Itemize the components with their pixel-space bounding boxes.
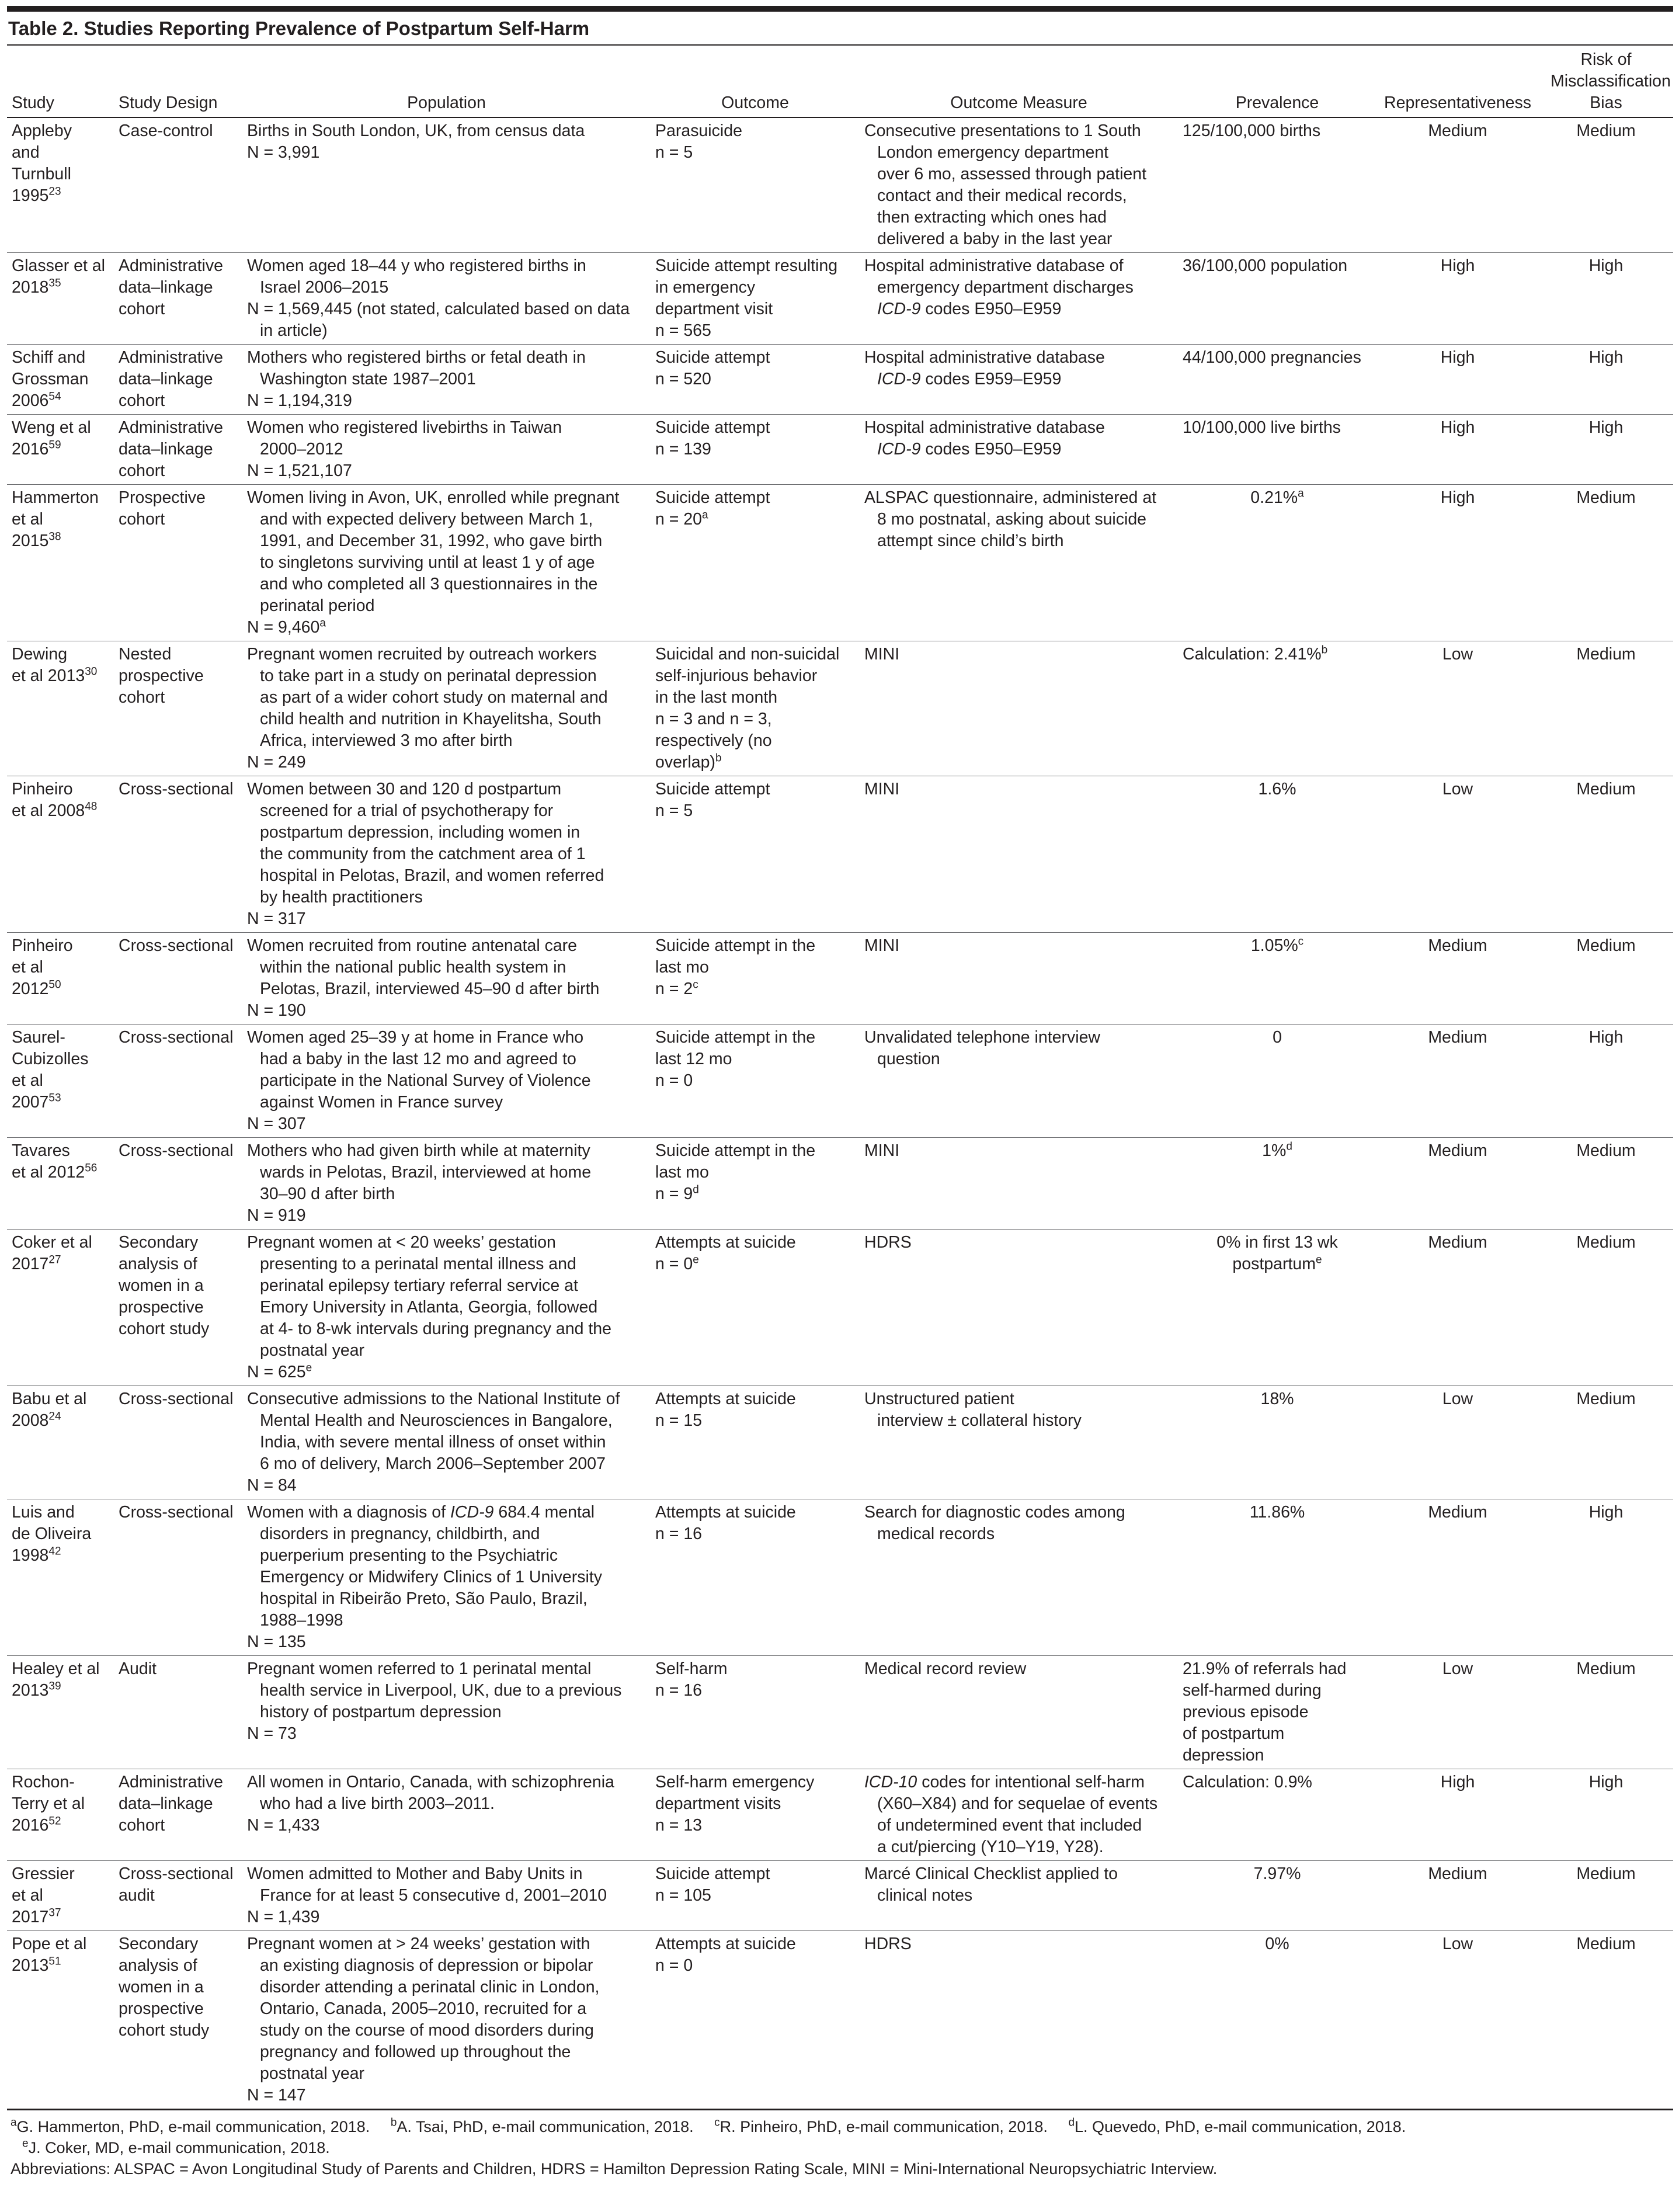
col-header-prevalence: Prevalence bbox=[1235, 93, 1319, 112]
cell-representativeness: High bbox=[1440, 418, 1475, 437]
footnote-c: $^c$R. Pinheiro, PhD, e-mail communication, 2018. bbox=[714, 2116, 1048, 2135]
footnote-ref: 51 bbox=[48, 1955, 61, 1968]
cell-outcome-measure: Hospital administrative database ICD-9 codes E959–E959 bbox=[864, 348, 1105, 388]
cell-study: Hammerton et al 2015$^{38}$ bbox=[12, 488, 99, 550]
cell-design: Cross-sectional bbox=[119, 1503, 234, 1522]
cell-design: Cross-sectional bbox=[119, 1028, 234, 1047]
cell-outcome: Suicide attempt resulting in emergency department visit n = 565 bbox=[655, 256, 838, 340]
table-row bbox=[7, 485, 1673, 641]
footnote-line-1 bbox=[11, 2116, 1670, 2137]
cell-representativeness: Medium bbox=[1428, 1864, 1487, 1883]
footnote-d: $^d$L. Quevedo, PhD, e-mail communication, 2018. bbox=[1068, 2116, 1406, 2135]
cell-study: Pope et al 2013$^{51}$ bbox=[12, 1935, 87, 1975]
footnote-ref: 56 bbox=[85, 1162, 98, 1175]
cell-population: Mothers who registered births or fetal death in Washington state 1987–2001 N = 1,194,319 bbox=[247, 348, 586, 410]
cell-outcome-measure: HDRS bbox=[864, 1233, 912, 1252]
cell-outcome-measure: Hospital administrative database ICD-9 codes E950–E959 bbox=[864, 418, 1105, 459]
cell-study: Appleby and Turnbull 1995$^{23}$ bbox=[12, 121, 72, 205]
cell-design: Secondary analysis of women in a prospective cohort study bbox=[119, 1935, 210, 2040]
cell-outcome: Suicide attempt in the last 12 mo n = 0 bbox=[655, 1028, 816, 1090]
cell-population: Women aged 18–44 y who registered births in Israel 2006–2015 N = 1,569,445 (not stated, calculated based on data in article) bbox=[247, 256, 630, 340]
table-row bbox=[7, 253, 1673, 345]
cell-misclassification-bias: Medium bbox=[1576, 780, 1636, 798]
cell-prevalence: 0% in first 13 wk postpartum$^e$ bbox=[1216, 1233, 1338, 1273]
footnote-ref: b bbox=[1321, 644, 1328, 657]
col-header-measure: Outcome Measure bbox=[950, 93, 1087, 112]
cell-outcome-measure: Unvalidated telephone interview question bbox=[864, 1028, 1101, 1068]
cell-study: Pinheiro et al 2012$^{50}$ bbox=[12, 936, 73, 998]
cell-study: Weng et al 2016$^{59}$ bbox=[12, 418, 91, 459]
cell-representativeness: Medium bbox=[1428, 1141, 1487, 1160]
cell-misclassification-bias: Medium bbox=[1576, 1141, 1636, 1160]
cell-prevalence: 44/100,000 pregnancies bbox=[1183, 348, 1361, 367]
table-row bbox=[7, 1861, 1673, 1931]
cell-study: Dewing et al 2013$^{30}$ bbox=[12, 645, 98, 685]
cell-prevalence: 10/100,000 live births bbox=[1183, 418, 1341, 437]
table-row bbox=[7, 1656, 1673, 1769]
cell-misclassification-bias: Medium bbox=[1576, 1659, 1636, 1678]
cell-misclassification-bias: Medium bbox=[1576, 1864, 1636, 1883]
cell-misclassification-bias: High bbox=[1588, 348, 1624, 367]
cell-misclassification-bias: Medium bbox=[1576, 645, 1636, 664]
cell-outcome-measure: Hospital administrative database of emergency department discharges ICD-9 codes E950–E959 bbox=[864, 256, 1134, 318]
cell-outcome: Attempts at suicide n = 16 bbox=[655, 1503, 796, 1543]
cell-population: Births in South London, UK, from census data N = 3,991 bbox=[247, 121, 585, 162]
cell-outcome: Suicide attempt in the last mo $n = 2^c$ bbox=[655, 936, 816, 998]
cell-design: Administrative data–linkage cohort bbox=[119, 418, 223, 480]
footnote-ref: 50 bbox=[48, 978, 61, 991]
cell-prevalence: 125/100,000 births bbox=[1183, 121, 1321, 140]
footnote-ref: a bbox=[319, 617, 326, 630]
cell-representativeness: Low bbox=[1442, 780, 1473, 798]
cell-study: Babu et al 2008$^{24}$ bbox=[12, 1390, 87, 1430]
cell-prevalence: 1.05%$^c$ bbox=[1250, 935, 1304, 955]
cell-misclassification-bias: Medium bbox=[1576, 121, 1636, 140]
prevalence-table bbox=[7, 46, 1673, 2110]
cell-design: Cross-sectional audit bbox=[119, 1864, 234, 1905]
footnote-ref: 30 bbox=[85, 665, 98, 678]
footnote-ref: 38 bbox=[48, 530, 61, 543]
cell-study: Gressier et al 2017$^{37}$ bbox=[12, 1864, 75, 1926]
footnote-ref: 53 bbox=[48, 1092, 61, 1105]
cell-outcome-measure: ICD-10 codes for intentional self-harm (X60–X84) and for sequelae of events of undetermined event that included a cut/piercing (Y10–Y19, Y28). bbox=[864, 1773, 1158, 1856]
table-row bbox=[7, 641, 1673, 776]
cell-outcome: Attempts at suicide n = 0 bbox=[655, 1935, 796, 1975]
cell-representativeness: High bbox=[1440, 488, 1475, 507]
cell-representativeness: Medium bbox=[1428, 936, 1487, 955]
footnote-ref: 39 bbox=[48, 1680, 61, 1693]
col-header-design: Study Design bbox=[119, 93, 218, 112]
footnote-ref: 54 bbox=[48, 390, 61, 403]
footnote-ref: b bbox=[715, 752, 722, 765]
cell-outcome-measure: MINI bbox=[864, 780, 900, 798]
cell-representativeness: Low bbox=[1442, 1935, 1473, 1953]
footnote-ref: e bbox=[1316, 1253, 1322, 1266]
cell-outcome-measure: Unstructured patient interview ± collateral history bbox=[864, 1390, 1082, 1430]
cell-population: Pregnant women recruited by outreach workers to take part in a study on perinatal depression as part of a wider cohort study on maternal and child health and nutrition in Khayelitsha, South Africa, interviewed 3 mo after birth N = 249 bbox=[247, 645, 608, 772]
footnote-ref: 24 bbox=[48, 1410, 61, 1423]
cell-prevalence: 1%$^d$ bbox=[1262, 1140, 1292, 1160]
cell-misclassification-bias: High bbox=[1588, 418, 1624, 437]
cell-outcome-measure: Marcé Clinical Checklist applied to clinical notes bbox=[864, 1864, 1118, 1905]
cell-population: All women in Ontario, Canada, with schizophrenia who had a live birth 2003–2011. N = 1,433 bbox=[247, 1773, 614, 1835]
cell-misclassification-bias: Medium bbox=[1576, 1233, 1636, 1252]
col-header-study: Study bbox=[12, 93, 54, 112]
cell-representativeness: High bbox=[1440, 348, 1475, 367]
cell-study: Pinheiro et al 2008$^{48}$ bbox=[12, 780, 98, 820]
footnote-ref: 27 bbox=[48, 1253, 61, 1266]
table-header bbox=[7, 46, 1673, 117]
cell-outcome-measure: MINI bbox=[864, 645, 900, 664]
table-title: Table 2. Studies Reporting Prevalence of Postpartum Self-Harm bbox=[8, 18, 590, 39]
cell-outcome-measure: Medical record review bbox=[864, 1659, 1027, 1678]
abbreviations: Abbreviations: ALSPAC = Avon Longitudinal Study of Parents and Children, HDRS = Hamilton Depression Rating Scale, MINI = Mini-International Neuropsychiatric Interview. bbox=[11, 2160, 1218, 2178]
col-header-bias: Risk of Misclassification Bias bbox=[1551, 50, 1671, 112]
cell-population: Women with a diagnosis of ICD-9 684.4 mental disorders in pregnancy, childbirth, and puerperium presenting to the Psychiatric Emergency or Midwifery Clinics of 1 University hospital in Ribeirão Preto, São Paulo, Brazil, 1988–1998 N = 135 bbox=[247, 1503, 602, 1651]
cell-outcome-measure: MINI bbox=[864, 936, 900, 955]
footnote-ref: c bbox=[693, 978, 698, 991]
cell-representativeness: Medium bbox=[1428, 121, 1487, 140]
cell-design: Cross-sectional bbox=[119, 1141, 234, 1160]
cell-prevalence: 1.6% bbox=[1258, 780, 1296, 798]
cell-outcome-measure: Search for diagnostic codes among medical records bbox=[864, 1503, 1125, 1543]
col-header-outcome: Outcome bbox=[721, 93, 789, 112]
cell-outcome: Suicidal and non-suicidal self-injurious behavior in the last month n = 3 and n = 3, respectively (no overlap)$^b$ bbox=[655, 645, 840, 772]
table-body bbox=[7, 117, 1673, 2110]
cell-population: Consecutive admissions to the National Institute of Mental Health and Neurosciences in Bangalore, India, with severe mental illness of onset within 6 mo of delivery, March 2006–September 2007 N = 84 bbox=[247, 1390, 620, 1495]
footnote-ref: d bbox=[1286, 1140, 1292, 1153]
table-row bbox=[7, 1499, 1673, 1656]
cell-outcome-measure: ALSPAC questionnaire, administered at 8 mo postnatal, asking about suicide attempt since child’s birth bbox=[864, 488, 1157, 550]
cell-misclassification-bias: High bbox=[1588, 1028, 1624, 1047]
cell-misclassification-bias: High bbox=[1588, 256, 1624, 275]
footnotes bbox=[7, 2110, 1673, 2179]
table-row bbox=[7, 1769, 1673, 1861]
cell-study: Rochon- Terry et al 2016$^{52}$ bbox=[12, 1773, 85, 1835]
footnote-a: $^a$G. Hammerton, PhD, e-mail communication, 2018. bbox=[11, 2116, 370, 2135]
cell-outcome: Attempts at suicide $n = 0^e$ bbox=[655, 1233, 796, 1273]
cell-outcome: Self-harm emergency department visits n = 13 bbox=[655, 1773, 815, 1835]
table-row bbox=[7, 776, 1673, 933]
footnote-ref: e bbox=[693, 1253, 699, 1266]
footnote-line-2 bbox=[11, 2137, 1670, 2158]
cell-population: Mothers who had given birth while at maternity wards in Pelotas, Brazil, interviewed at home 30–90 d after birth N = 919 bbox=[247, 1141, 592, 1225]
cell-outcome-measure: Consecutive presentations to 1 South London emergency department over 6 mo, assessed through patient contact and their medical records, then extracting which ones had delivered a baby in the last year bbox=[864, 121, 1147, 248]
table-row bbox=[7, 1138, 1673, 1230]
cell-design: Administrative data–linkage cohort bbox=[119, 1773, 223, 1835]
table-row bbox=[7, 117, 1673, 253]
cell-design: Nested prospective cohort bbox=[119, 645, 204, 707]
cell-prevalence: 21.9% of referrals had self-harmed during previous episode of postpartum depression bbox=[1183, 1659, 1347, 1765]
cell-outcome: Suicide attempt n = 139 bbox=[655, 418, 770, 459]
table-row bbox=[7, 1025, 1673, 1138]
cell-prevalence: 0% bbox=[1265, 1935, 1289, 1953]
cell-misclassification-bias: High bbox=[1588, 1773, 1624, 1791]
cell-study: Glasser et al 2018$^{35}$ bbox=[12, 256, 105, 297]
cell-design: Prospective cohort bbox=[119, 488, 206, 529]
table-row bbox=[7, 415, 1673, 485]
cell-population: Pregnant women at < 20 weeks’ gestation presenting to a perinatal mental illness and perinatal epilepsy tertiary referral service at Emory University in Atlanta, Georgia, followed at 4- to 8-wk intervals during pregnancy and the postnatal year $N = 625^e$ bbox=[247, 1233, 612, 1381]
cell-outcome: Suicide attempt n = 5 bbox=[655, 780, 770, 820]
cell-outcome: Suicide attempt in the last mo $n = 9^d$ bbox=[655, 1141, 816, 1203]
footnote-b: $^b$A. Tsai, PhD, e-mail communication, 2018. bbox=[390, 2116, 694, 2135]
cell-study: Luis and de Oliveira 1998$^{42}$ bbox=[12, 1503, 92, 1565]
footnote-ref: d bbox=[693, 1183, 699, 1196]
cell-population: Women living in Avon, UK, enrolled while pregnant and with expected delivery between March 1, 1991, and December 31, 1992, who gave birth to singletons surviving until at least 1 y of age and who completed all 3 questionnaires in the perinatal period N = 9,460$^a$ bbox=[247, 488, 620, 637]
col-header-representativeness: Representativeness bbox=[1384, 93, 1531, 112]
cell-prevalence: Calculation: 0.9% bbox=[1183, 1773, 1312, 1791]
cell-study: Healey et al 2013$^{39}$ bbox=[12, 1659, 100, 1700]
cell-population: Women admitted to Mother and Baby Units in France for at least 5 consecutive d, 2001–2010 N = 1,439 bbox=[247, 1864, 607, 1926]
footnote-ref: 48 bbox=[85, 800, 98, 813]
cell-design: Case-control bbox=[119, 121, 213, 140]
cell-representativeness: Low bbox=[1442, 1659, 1473, 1678]
cell-representativeness: Low bbox=[1442, 1390, 1473, 1408]
top-rule bbox=[7, 6, 1673, 12]
cell-study: Tavares et al 2012$^{56}$ bbox=[12, 1141, 98, 1182]
cell-misclassification-bias: Medium bbox=[1576, 488, 1636, 507]
cell-prevalence: Calculation: 2.41%$^b$ bbox=[1183, 644, 1328, 664]
footnote-e: $^e$J. Coker, MD, e-mail communication, 2018. bbox=[22, 2137, 330, 2157]
cell-population: Women aged 25–39 y at home in France who had a baby in the last 12 mo and agreed to participate in the National Survey of Violence against Women in France survey N = 307 bbox=[247, 1028, 591, 1133]
table-row bbox=[7, 933, 1673, 1025]
footnote-ref: 35 bbox=[48, 277, 61, 290]
table-row bbox=[7, 1386, 1673, 1499]
table-row bbox=[7, 345, 1673, 415]
cell-study: Saurel- Cubizolles et al 2007$^{53}$ bbox=[12, 1028, 89, 1112]
cell-population: Pregnant women at > 24 weeks’ gestation with an existing diagnosis of depression or bipolar disorder attending a perinatal clinic in London, Ontario, Canada, 2005–2010, recruited for a study on the course of mood disorders during pregnancy and followed up throughout the postnatal year N = 147 bbox=[247, 1935, 600, 2105]
cell-outcome: Suicide attempt n = 520 bbox=[655, 348, 770, 388]
footnote-ref: 23 bbox=[48, 185, 61, 198]
cell-representativeness: High bbox=[1440, 256, 1475, 275]
cell-prevalence: 7.97% bbox=[1253, 1864, 1301, 1883]
cell-representativeness: Medium bbox=[1428, 1503, 1487, 1522]
footnote-ref: 59 bbox=[48, 439, 61, 452]
cell-representativeness: Medium bbox=[1428, 1233, 1487, 1252]
table-row bbox=[7, 1230, 1673, 1386]
cell-prevalence: 0.21%$^a$ bbox=[1250, 487, 1304, 507]
footnote-ref: a bbox=[702, 509, 708, 522]
cell-misclassification-bias: Medium bbox=[1576, 936, 1636, 955]
cell-population: Women recruited from routine antenatal care within the national public health system in Pelotas, Brazil, interviewed 45–90 d after birth N = 190 bbox=[247, 936, 600, 1020]
cell-outcome: Suicide attempt $n = 20^a$ bbox=[655, 488, 770, 529]
cell-prevalence: 18% bbox=[1260, 1390, 1294, 1408]
cell-representativeness: Low bbox=[1442, 645, 1473, 664]
footnote-ref: 37 bbox=[48, 1907, 61, 1919]
cell-population: Women between 30 and 120 d postpartum screened for a trial of psychotherapy for postpartum depression, including women in the community from the catchment area of 1 hospital in Pelotas, Brazil, and women referred by health practitioners N = 317 bbox=[247, 780, 604, 928]
cell-misclassification-bias: Medium bbox=[1576, 1935, 1636, 1953]
table-row bbox=[7, 1931, 1673, 2110]
footnote-ref: c bbox=[1298, 935, 1304, 948]
cell-prevalence: 11.86% bbox=[1249, 1503, 1305, 1522]
cell-representativeness: Medium bbox=[1428, 1028, 1487, 1047]
cell-population: Women who registered livebirths in Taiwan 2000–2012 N = 1,521,107 bbox=[247, 418, 562, 480]
cell-design: Cross-sectional bbox=[119, 780, 234, 798]
cell-study: Schiff and Grossman 2006$^{54}$ bbox=[12, 348, 89, 410]
cell-design: Administrative data–linkage cohort bbox=[119, 348, 223, 410]
cell-outcome-measure: MINI bbox=[864, 1141, 900, 1160]
cell-misclassification-bias: High bbox=[1588, 1503, 1624, 1522]
cell-outcome: Self-harm n = 16 bbox=[655, 1659, 728, 1700]
cell-outcome: Suicide attempt n = 105 bbox=[655, 1864, 770, 1905]
cell-prevalence: 36/100,000 population bbox=[1183, 256, 1348, 275]
cell-representativeness: High bbox=[1440, 1773, 1475, 1791]
cell-design: Audit bbox=[119, 1659, 157, 1678]
cell-misclassification-bias: Medium bbox=[1576, 1390, 1636, 1408]
footnote-ref: 42 bbox=[48, 1545, 61, 1558]
cell-design: Cross-sectional bbox=[119, 1390, 234, 1408]
cell-design: Administrative data–linkage cohort bbox=[119, 256, 223, 318]
cell-prevalence: 0 bbox=[1273, 1028, 1282, 1047]
cell-outcome: Parasuicide n = 5 bbox=[655, 121, 742, 162]
cell-outcome-measure: HDRS bbox=[864, 1935, 912, 1953]
footnote-ref: e bbox=[305, 1362, 312, 1374]
footnote-ref: 52 bbox=[48, 1815, 61, 1828]
cell-design: Secondary analysis of women in a prospective cohort study bbox=[119, 1233, 210, 1338]
footnote-ref: a bbox=[1298, 487, 1304, 500]
col-header-population: Population bbox=[407, 93, 486, 112]
cell-study: Coker et al 2017$^{27}$ bbox=[12, 1233, 92, 1273]
cell-outcome: Attempts at suicide n = 15 bbox=[655, 1390, 796, 1430]
cell-design: Cross-sectional bbox=[119, 936, 234, 955]
cell-population: Pregnant women referred to 1 perinatal mental health service in Liverpool, UK, due to a previous history of postpartum depression N = 73 bbox=[247, 1659, 622, 1743]
